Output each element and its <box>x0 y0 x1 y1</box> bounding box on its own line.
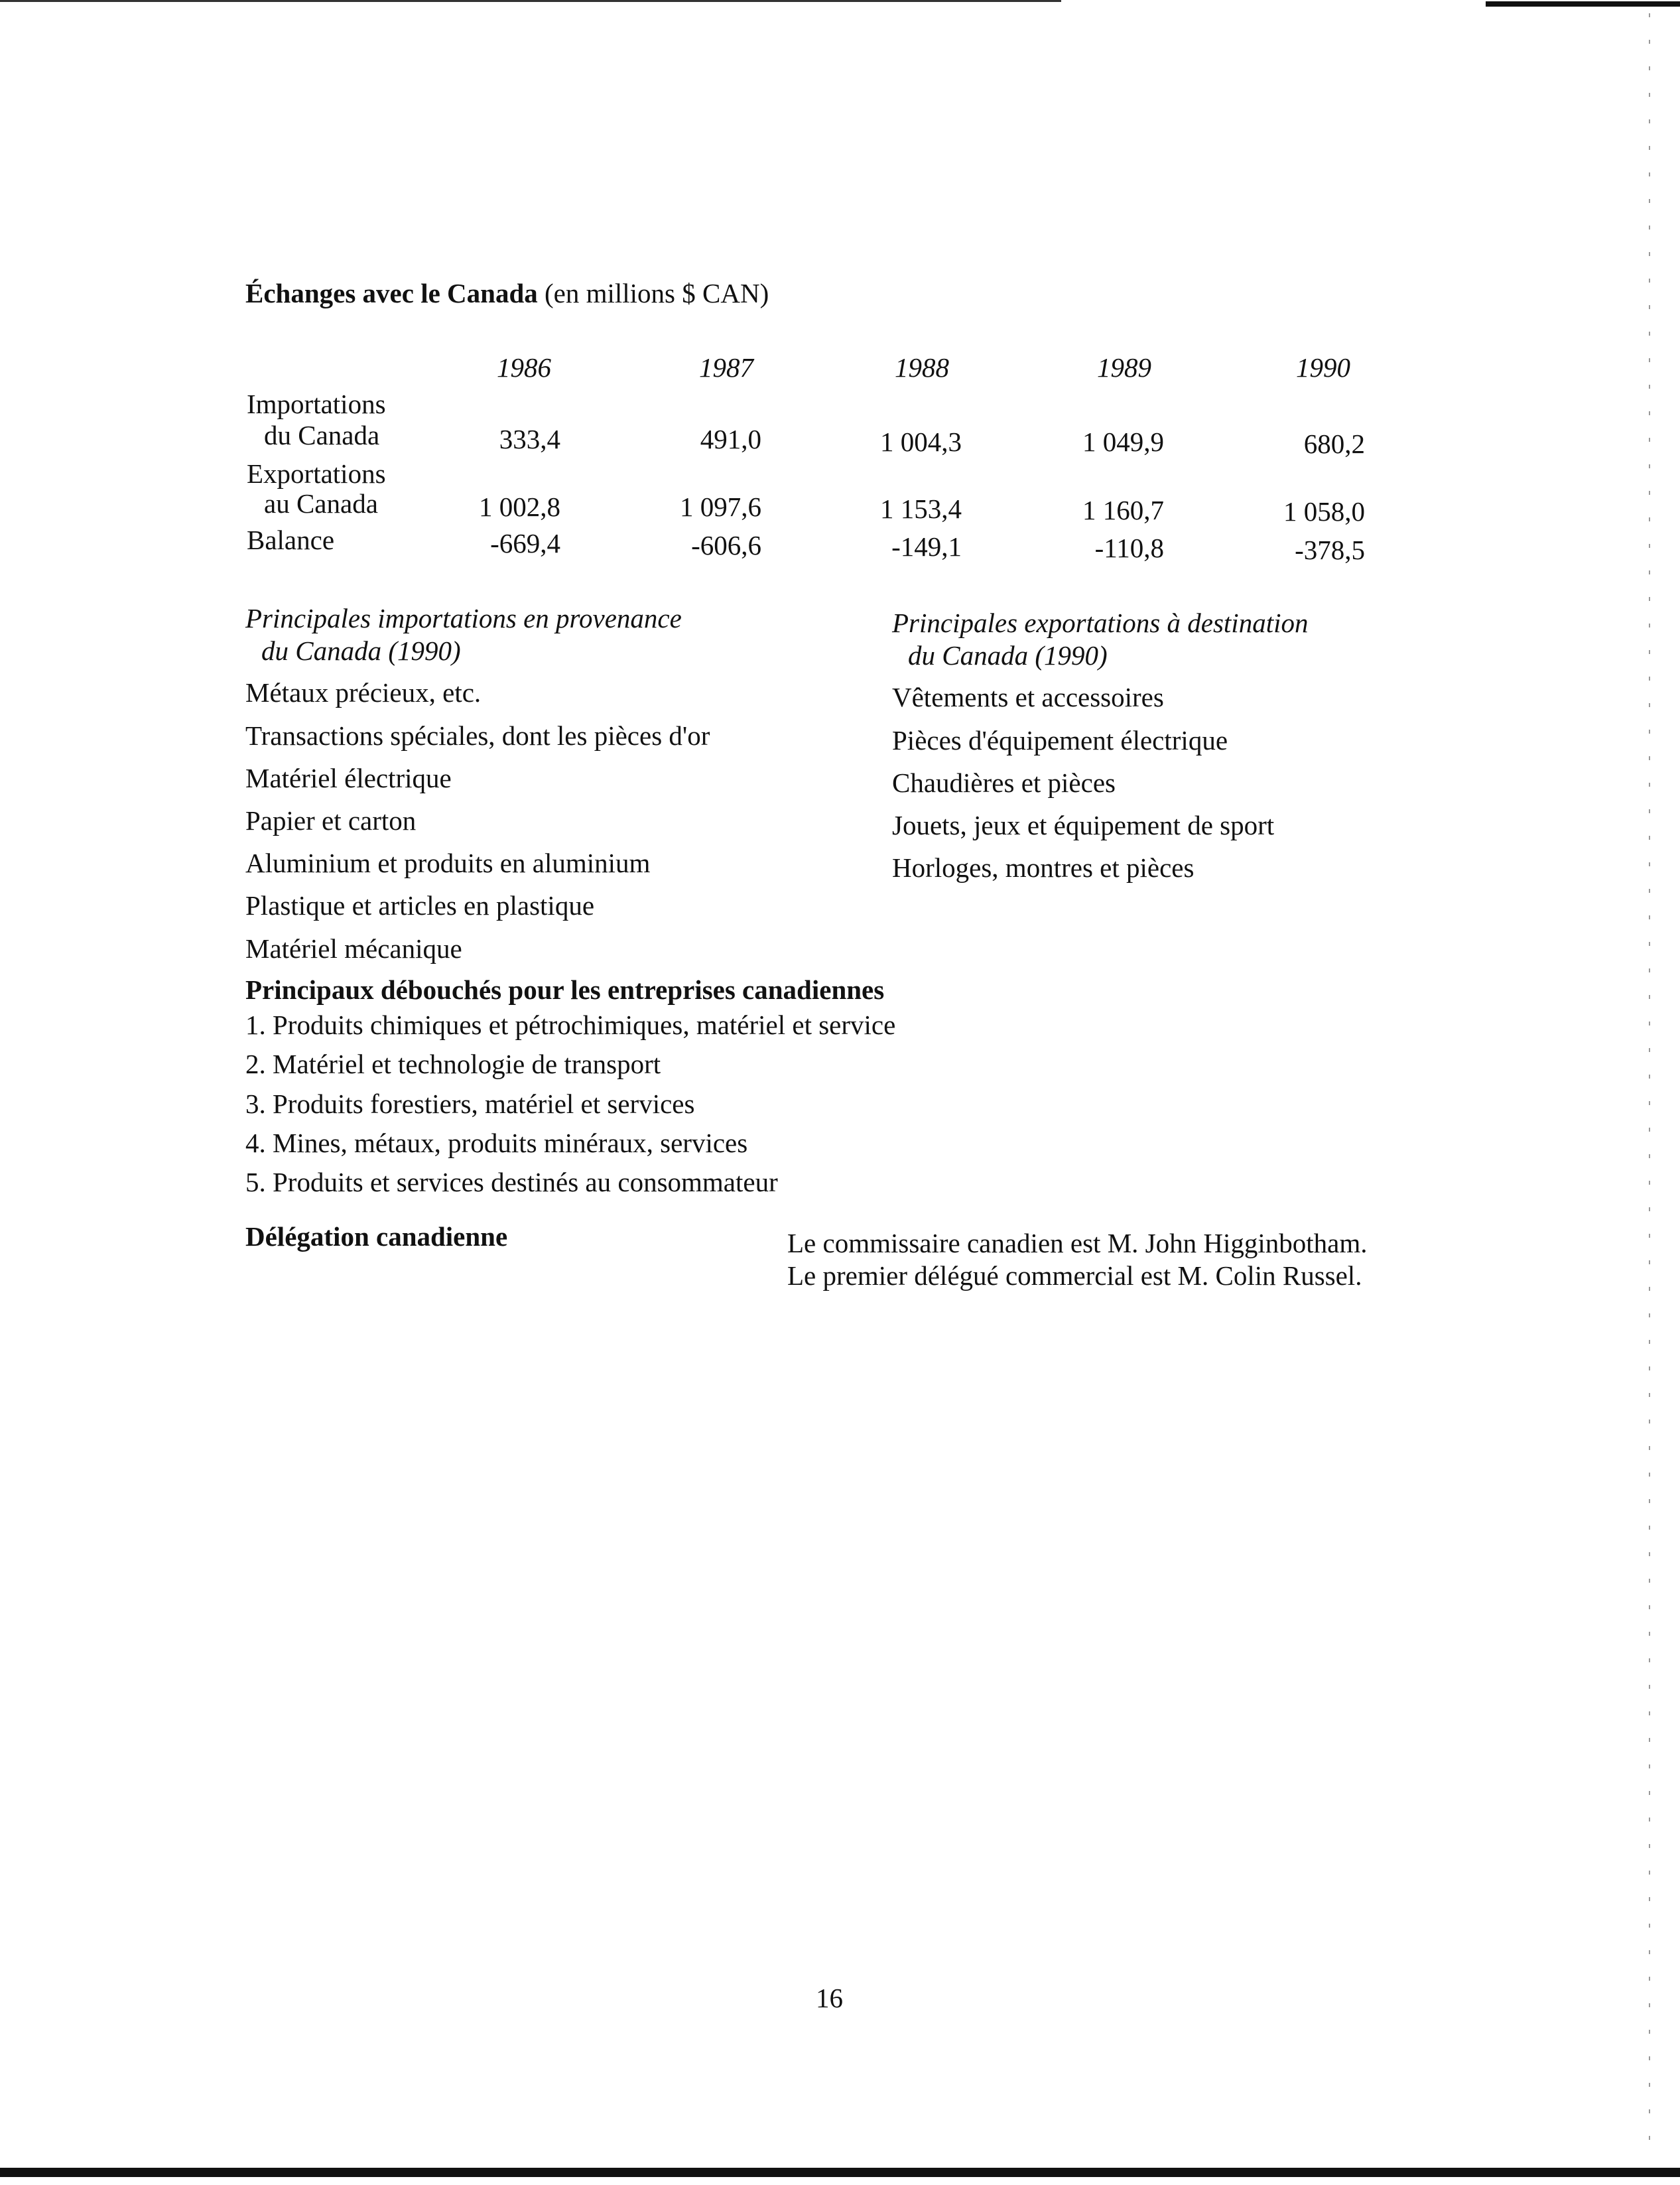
table-cell: -149,1 <box>891 531 962 562</box>
imports-section <box>245 602 710 975</box>
table-title-rest: (en millions $ CAN) <box>545 278 769 308</box>
exports-section <box>892 607 1308 894</box>
delegation-line: Le premier délégué commercial est M. Colin Russel. <box>787 1260 1362 1291</box>
table-title <box>245 277 769 310</box>
year-header: 1988 <box>895 352 949 383</box>
row-label: du Canada <box>264 420 380 450</box>
table-title-bold: Échanges avec le Canada <box>245 278 538 308</box>
opportunities-section <box>245 974 895 1205</box>
list-item: Métaux précieux, etc. <box>245 677 482 708</box>
table-cell: 1 153,4 <box>880 494 962 524</box>
year-header: 1986 <box>497 352 551 383</box>
bottom-rule <box>0 2168 1680 2177</box>
row-label: au Canada <box>264 488 378 519</box>
page-number: 16 <box>816 1983 843 2013</box>
list-item: 5. Produits et services destinés au consommateur <box>245 1166 778 1197</box>
year-header: 1990 <box>1296 352 1350 383</box>
list-item: 3. Produits forestiers, matériel et services <box>245 1088 695 1119</box>
table-cell: -606,6 <box>691 530 761 561</box>
list-item: Matériel mécanique <box>245 933 462 964</box>
exports-heading-line-1: Principales exportations à destination <box>892 608 1309 638</box>
opportunities-heading: Principaux débouchés pour les entreprises canadiennes <box>245 974 885 1005</box>
table-cell: 333,4 <box>499 424 560 454</box>
exports-heading-line-2: du Canada (1990) <box>908 640 1108 671</box>
year-header: 1989 <box>1097 352 1151 383</box>
top-right-rule <box>1486 1 1680 7</box>
list-item: Horloges, montres et pièces <box>892 852 1195 884</box>
delegation-heading: Délégation canadienne <box>245 1221 508 1252</box>
table-cell: 491,0 <box>700 424 761 454</box>
list-item: Matériel électrique <box>245 762 452 793</box>
imports-heading-line-2: du Canada (1990) <box>261 635 461 667</box>
delegation-line: Le commissaire canadien est M. John Higginbotham. <box>787 1228 1368 1258</box>
table-cell: -669,4 <box>490 528 560 559</box>
table-cell: 1 097,6 <box>680 492 761 522</box>
list-item: Transactions spéciales, dont les pièces d'or <box>245 720 710 751</box>
table-cell: -110,8 <box>1094 533 1164 563</box>
list-item: Vêtements et accessoires <box>892 682 1164 713</box>
table-cell: 1 049,9 <box>1082 427 1164 457</box>
opportunities-list <box>245 1009 895 1199</box>
top-rule <box>0 0 1061 2</box>
exports-list <box>892 681 1308 884</box>
imports-list <box>245 677 710 964</box>
list-item: Aluminium et produits en aluminium <box>245 848 651 879</box>
table-cell: -378,5 <box>1295 535 1365 565</box>
list-item: Chaudières et pièces <box>892 767 1116 798</box>
table-cell: 1 002,8 <box>479 492 560 522</box>
list-item: Pièces d'équipement électrique <box>892 724 1228 756</box>
list-item: Plastique et articles en plastique <box>245 890 595 921</box>
list-item: Papier et carton <box>245 805 417 836</box>
list-item: 1. Produits chimiques et pétrochimiques, matériel et service <box>245 1010 896 1041</box>
row-label: Importations <box>247 389 386 419</box>
list-item: Jouets, jeux et équipement de sport <box>892 809 1275 840</box>
table-cell: 680,2 <box>1303 429 1365 459</box>
year-header: 1987 <box>699 352 753 383</box>
row-label: Exportations <box>247 458 386 489</box>
table-cell: 1 004,3 <box>880 427 962 457</box>
list-item: 4. Mines, métaux, produits minéraux, services <box>245 1127 748 1158</box>
table-cell: 1 160,7 <box>1082 495 1164 525</box>
delegation-text <box>787 1227 1367 1292</box>
row-label: Balance <box>247 525 335 555</box>
imports-heading-line-1: Principales importations en provenance <box>245 603 682 633</box>
list-item: 2. Matériel et technologie de transport <box>245 1049 661 1080</box>
table-cell: 1 058,0 <box>1283 496 1365 527</box>
scan-edge <box>1649 13 1650 2162</box>
